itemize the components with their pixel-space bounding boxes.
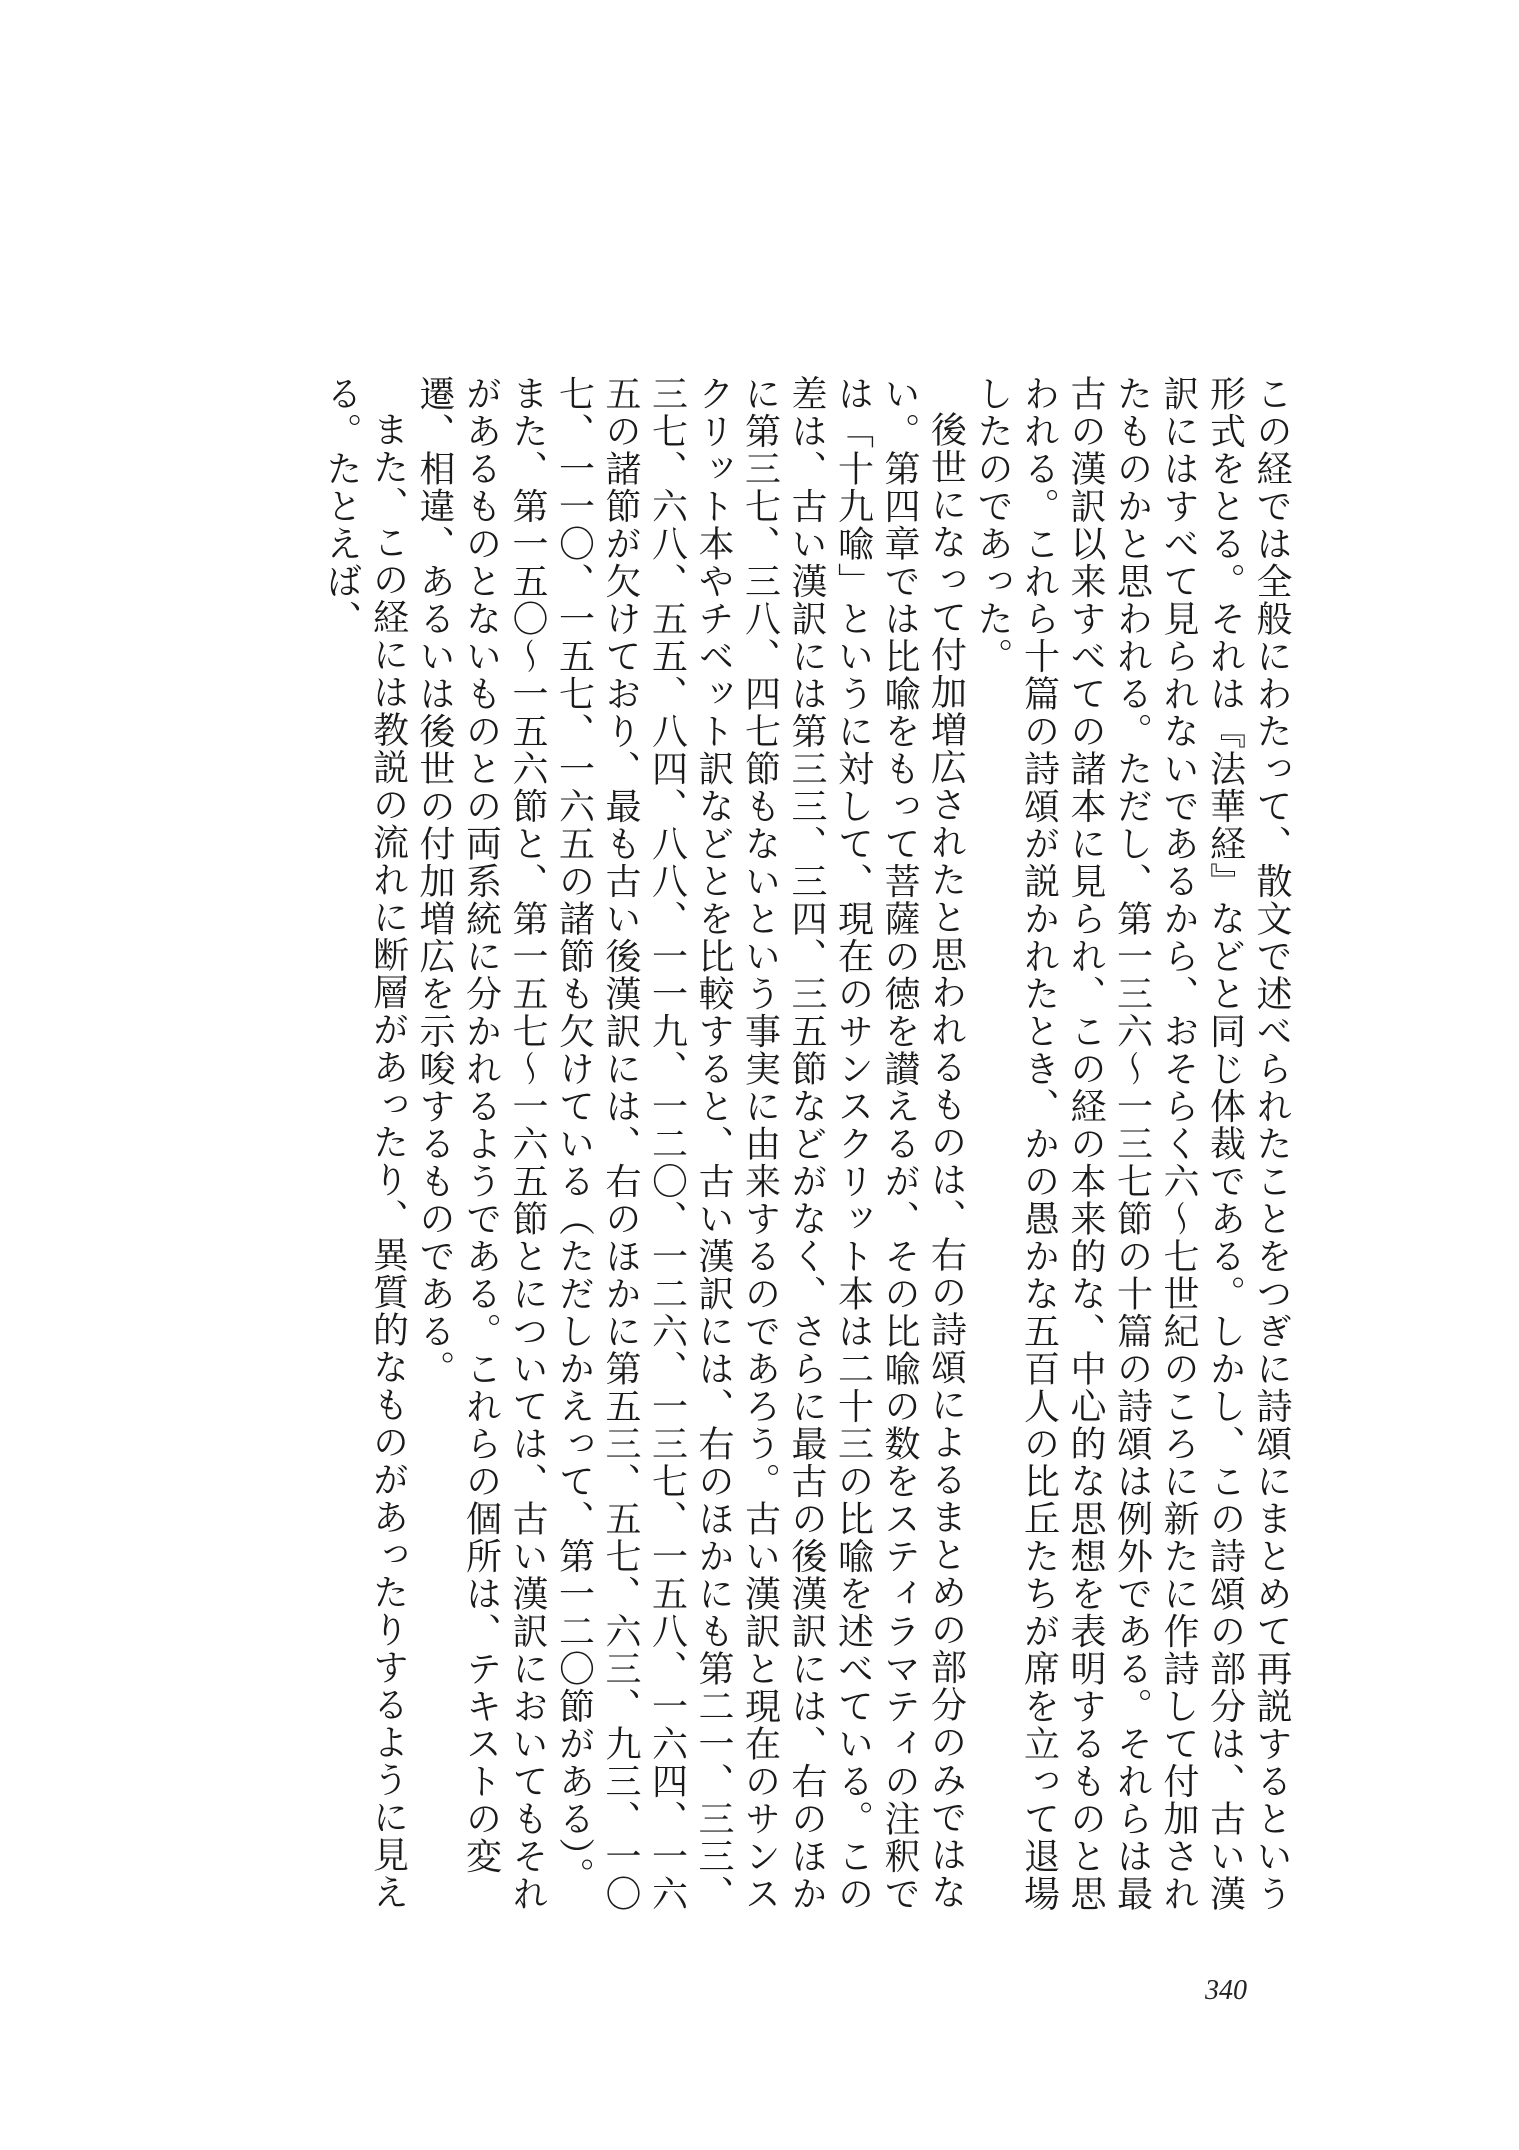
body-text: [318, 375, 1295, 1925]
page-number: 340: [1205, 1975, 1247, 2006]
paragraph-2: 後世になって付加増広されたと思われるものは、右の詩頌によるまとめの部分のみではない。第四章では比喩をもって菩薩の徳を讃えるが、その比喩の数をスティラマティの注釈では「十九喩」というに対して、現在のサンスクリット本は二十三の比喩を述べている。この差は、古い漢訳には第三三、三四、三五節などがなく、さらに最古の後漢訳には、右のほかに第三七、三八、四七節もないという事実に由来するのであろう。古い漢訳と現在のサンスクリット本やチベット訳などとを比較すると、古い漢訳には、右のほかにも第二一、三三、三七、六八、五五、八四、八八、一一九、一二〇、一二六、一三七、一五八、一六四、一六五の諸節が欠けており、最も古い後漢訳には、右のほかに第五三、五七、六三、九三、一〇七、一一〇、一五七、一六五の諸節も欠けている（ただしかえって、第一二〇節がある）。また、第一五〇〜一五六節と、第一五七〜一六五節とについては、古い漢訳においてもそれがあるものとないものとの両系統に分かれるようである。これらの個所は、テキストの変遷、相違、あるいは後世の付加増広を示唆するものである。: [414, 375, 967, 1913]
paragraph-1: この経では全般にわたって、散文で述べられたことをつぎに詩頌にまとめて再説するという形式をとる。それは『法華経』などと同じ体裁である。しかし、この詩頌の部分は、古い漢訳にはすべて見られないであるから、おそらく六〜七世紀のころに新たに作詩して付加されたものかと思われる。ただし、第一三六〜一三七節の十篇の詩頌は例外である。それらは最古の漢訳以来すべての諸本に見られ、この経の本来的な、中心的な思想を表明するものと思われる。これら十篇の詩頌が説かれたとき、かの愚かな五百人の比丘たちが席を立って退場したのであった。: [972, 375, 1292, 1913]
paragraph-3: また、この経には教説の流れに断層があったり、異質的なものがあったりするように見える。たとえば、: [321, 375, 409, 1911]
